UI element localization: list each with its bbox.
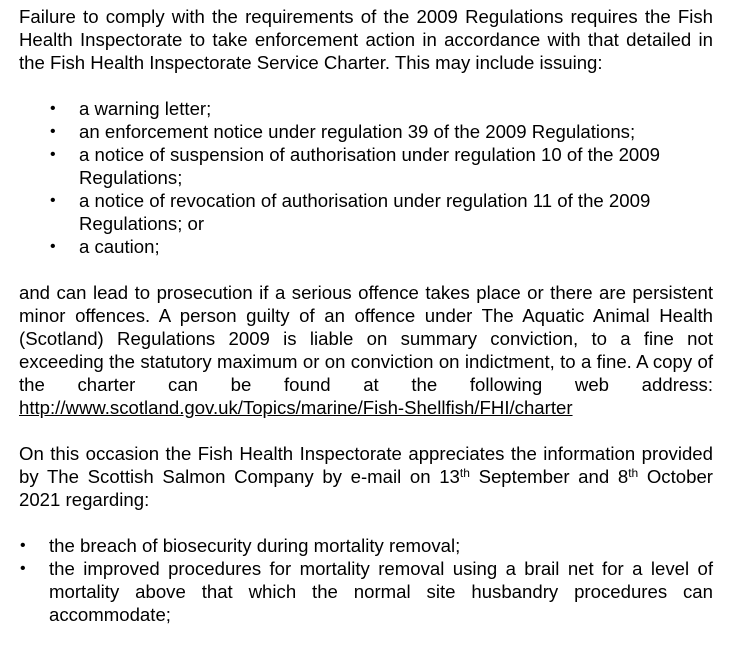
list-item: • a caution; bbox=[50, 236, 160, 257]
list-item: • the breach of biosecurity during mortality removal; bbox=[20, 535, 461, 556]
bullet-icon: • bbox=[50, 146, 56, 163]
paragraph-on-this-occasion: On this occasion the Fish Health Inspectorate appreciates the information provided by The Scottish Salmon Company by e-mail on 13th September and 8th October 2021 regarding: bbox=[19, 443, 713, 510]
bullet-icon: • bbox=[50, 123, 56, 140]
information-provided-list bbox=[19, 534, 713, 626]
spacer bbox=[19, 258, 713, 281]
bullet-icon: • bbox=[50, 238, 56, 255]
enforcement-actions-list bbox=[19, 97, 713, 258]
list-item: • a warning letter; bbox=[50, 98, 212, 119]
document-body bbox=[19, 5, 713, 626]
list-item: • the improved procedures for mortality removal using a brail net for a level of mortality above that which the normal site husbandry procedures can accommodate; bbox=[20, 558, 713, 625]
spacer bbox=[19, 419, 713, 442]
bullet-icon: • bbox=[50, 100, 56, 117]
list-item: • a notice of revocation of authorisation under regulation 11 of the 2009 Regulations; or bbox=[50, 190, 651, 234]
spacer bbox=[19, 511, 713, 534]
paragraph-failure-to-comply: Failure to comply with the requirements of the 2009 Regulations requires the Fish Health Inspectorate to take enforcement action in accordance with that detailed in the Fish Health Inspectorate Service Charter. This may include issuing: bbox=[19, 6, 713, 73]
list-item: • an enforcement notice under regulation 39 of the 2009 Regulations; bbox=[50, 121, 636, 142]
paragraph-prosecution: and can lead to prosecution if a serious offence takes place or there are persistent minor offences. A person guilty of an offence under The Aquatic Animal Health (Scotland) Regulations 2009 is liable on summary conviction, to a fine not exceeding the statutory maximum or on conviction on indictment, to a fine. A copy of the charter can be found at the following web address: http://www.scotland.gov.uk/Topics/marine/Fish-Shellfish/FHI/charter bbox=[19, 282, 713, 418]
spacer bbox=[19, 74, 713, 97]
bullet-icon: • bbox=[20, 560, 26, 577]
bullet-icon: • bbox=[20, 537, 26, 554]
list-item: • a notice of suspension of authorisation under regulation 10 of the 2009 Regulations; bbox=[50, 144, 660, 188]
bullet-icon: • bbox=[50, 192, 56, 209]
charter-url-link[interactable]: http://www.scotland.gov.uk/Topics/marine/Fish-Shellfish/FHI/charter bbox=[19, 397, 573, 418]
